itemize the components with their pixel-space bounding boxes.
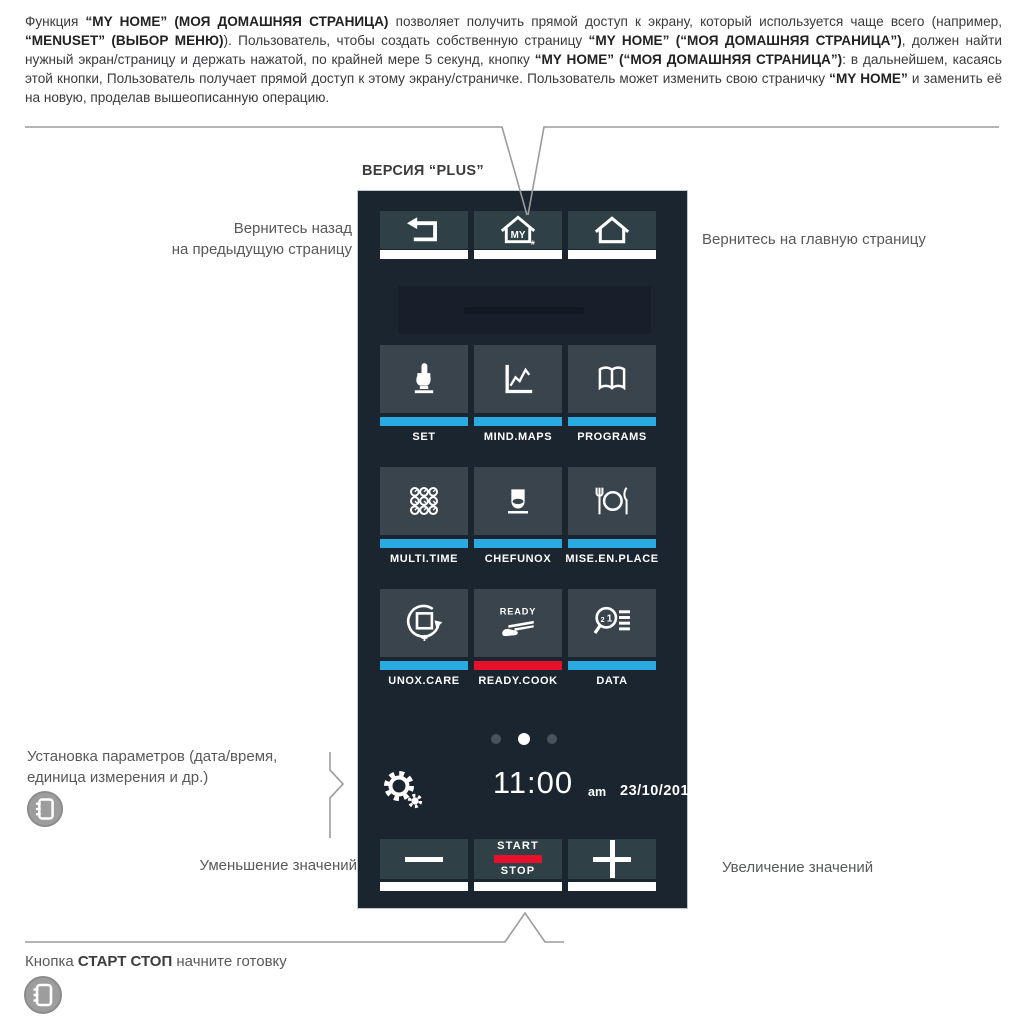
start-stop-button[interactable] [474, 839, 562, 879]
stop-label: STOP [500, 865, 536, 877]
tile-multi-time[interactable] [380, 467, 468, 535]
data-icon-digit-1: 1 [606, 613, 613, 625]
version-label: ВЕРСИЯ “PLUS” [362, 163, 484, 179]
tile-ready-cook-bar [474, 661, 562, 670]
start-stop-button-underline [474, 882, 562, 891]
tile-multi-time-label: MULTI.TIME [389, 553, 459, 565]
tile-data-bar [568, 661, 656, 670]
tile-programs-label: PROGRAMS [577, 431, 647, 443]
pager-dot-0[interactable] [491, 734, 501, 744]
cutlery-plate-icon [590, 481, 634, 521]
back-arrow-icon [403, 213, 445, 247]
callout-line-bottom [25, 913, 564, 942]
start-stop-red-bar [494, 855, 542, 863]
back-button[interactable] [380, 211, 468, 249]
settings-gear-button[interactable] [382, 769, 426, 811]
annotation-start-stop: Кнопка СТАРТ СТОП начните готовку [25, 953, 287, 970]
tile-set-label: SET [412, 431, 436, 443]
clock-time: 11:00 [492, 765, 574, 800]
care-refresh-icon [403, 602, 445, 644]
tile-data-label: DATA [596, 675, 628, 687]
plus-icon [593, 840, 631, 878]
tile-set[interactable] [380, 345, 468, 413]
home-icon [589, 212, 635, 248]
oven-touch-panel [357, 190, 698, 909]
tile-unox-care[interactable] [380, 589, 468, 657]
ready-icon-label: READY [499, 606, 537, 617]
home-button-underline [568, 250, 656, 259]
annotation-home: Вернитесь на главную страницу [702, 231, 926, 248]
tile-mise-en-place-bar [568, 539, 656, 548]
tile-ready-cook-label: READY.COOK [478, 675, 558, 687]
start-label: START [497, 840, 539, 852]
manual-booklet-icon-2 [23, 975, 63, 1015]
intro-paragraph: Функция “MY HOME” (МОЯ ДОМАШНЯЯ СТРАНИЦА) позволяет получить прямой доступ к экрану, который используется чаще всего (например, “MENUSET” (ВЫБОР МЕНЮ)). Пользователь, чтобы создать собственную страницу “MY HOME” (“МОЯ ДОМАШНЯЯ СТРАНИЦА”), должен найти нужный экран/страницу и держать нажатой, по крайней мере 5 секунд, кнопку “MY HOME” (“МОЯ ДОМАШНЯЯ СТРАНИЦА”): в дальнейшем, касаясь этой кнопки, Пользователь получает прямой доступ к этому экрану/страничке. Пользователь может изменить свою страничку “MY HOME” и заменить её на новую, проделав вышеописанную операцию. [25, 14, 1003, 105]
plus-button[interactable] [568, 839, 656, 879]
annotation-back: Вернитесь назад на предыдущую страницу [171, 220, 352, 258]
annotation-settings: Установка параметров (дата/время, единица измерения и др.) [27, 748, 278, 786]
tile-mind-maps-bar [474, 417, 562, 426]
set-hand-icon [404, 359, 444, 399]
tile-ready-cook[interactable] [474, 589, 562, 657]
ready-hand-icon [496, 602, 540, 644]
data-search-icon [591, 602, 633, 644]
clock-meridiem: am [588, 785, 607, 799]
pager-dots[interactable] [358, 732, 689, 746]
tile-mind-maps-label: MIND.MAPS [483, 431, 553, 443]
home-button[interactable] [568, 211, 656, 249]
tile-data[interactable] [568, 589, 656, 657]
tile-mise-en-place[interactable] [568, 467, 656, 535]
my-home-icon-label: MY [510, 230, 526, 242]
pager-dot-1[interactable] [518, 733, 530, 745]
tile-multi-time-bar [380, 539, 468, 548]
gear-icon [382, 769, 426, 811]
tile-set-bar [380, 417, 468, 426]
back-button-underline [380, 250, 468, 259]
open-book-icon [591, 359, 633, 399]
tile-chefunox[interactable] [474, 467, 562, 535]
my-home-button[interactable] [474, 211, 562, 249]
chart-icon [498, 359, 538, 399]
callout-line-settings [330, 752, 343, 838]
my-home-icon [495, 212, 541, 248]
tile-chefunox-bar [474, 539, 562, 548]
my-home-button-underline [474, 250, 562, 259]
annotation-decrease: Уменьшение значений [199, 857, 357, 874]
minus-icon [405, 857, 443, 862]
tile-programs-bar [568, 417, 656, 426]
tile-chefunox-label: CHEFUNOX [484, 553, 552, 565]
multi-clock-grid-icon [404, 481, 444, 521]
dim-header-band [398, 286, 651, 334]
tile-unox-care-label: UNOX.CARE [388, 675, 460, 687]
tile-unox-care-bar [380, 661, 468, 670]
tile-mind-maps[interactable] [474, 345, 562, 413]
data-icon-digit-2: 2 [600, 617, 605, 625]
my-home-star: * [530, 239, 535, 248]
tile-programs[interactable] [568, 345, 656, 413]
tile-mise-en-place-label: MISE.EN.PLACE [565, 553, 659, 565]
clock-date: 23/10/2014 [620, 783, 698, 799]
plus-button-underline [568, 882, 656, 891]
manual-booklet-icon [26, 790, 64, 828]
pager-dot-2[interactable] [547, 734, 557, 744]
chef-hat-icon [498, 481, 538, 521]
annotation-increase: Увеличение значений [722, 859, 874, 876]
minus-button[interactable] [380, 839, 468, 879]
minus-button-underline [380, 882, 468, 891]
